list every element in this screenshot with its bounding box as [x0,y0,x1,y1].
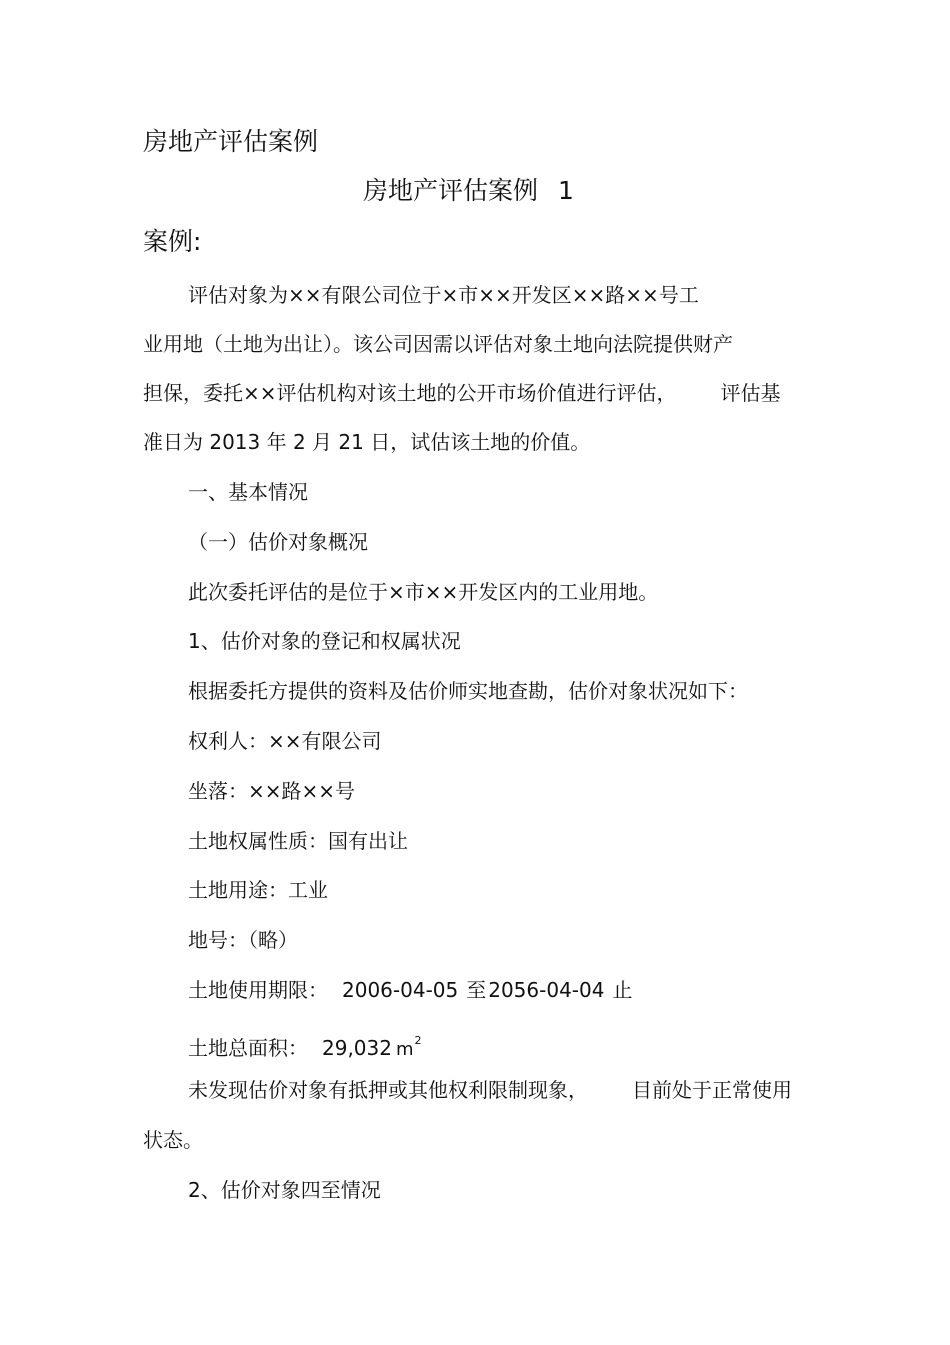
intro-line-3-part-1: 担保，委托××评估机构对该土地的公开市场价值进行评估， [143,381,677,405]
field-nature [188,828,408,854]
item-heading-registration: 1、估价对象的登记和权属状况 [188,629,461,653]
field-owner-label: 权利人： [188,729,268,753]
document-title: 房地产评估案例 [143,127,319,156]
field-nature-value: 国有出让 [328,829,408,853]
field-area [188,1028,422,1063]
intro-line-2: 业用地（土地为出让）。该公司因需以评估对象土地向法院提供财产 [143,332,733,356]
field-term-to: 至 [466,978,487,1002]
field-nature-label: 土地权属性质： [188,829,328,853]
case-title [363,175,574,207]
field-term-end: 2056-04-04 [488,978,605,1002]
field-location [188,778,355,804]
field-lot-value: （略） [248,928,298,952]
case-title-number: 1 [558,176,574,205]
field-area-unit: m [395,1039,414,1060]
intro-line-3 [143,380,781,406]
field-term-start: 2006-04-05 [342,978,459,1002]
intro-line-3-part-2: 评估基 [720,381,781,405]
item-heading-boundaries: 2、估价对象四至情况 [188,1178,381,1202]
case-label: 案例: [143,227,202,256]
case-title-text: 房地产评估案例 [363,176,539,205]
field-owner [188,728,382,754]
intro-line-1: 评估对象为××有限公司位于×市××开发区××路××号工 [188,283,699,307]
section-heading-basic: 一、基本情况 [188,480,308,504]
field-area-label: 土地总面积： [188,1036,308,1060]
subsection-heading-overview: （一）估价对象概况 [188,530,368,554]
field-use [188,877,328,903]
status-line-1-part-2: 目前处于正常使用 [632,1078,792,1102]
field-lot-label: 地号： [188,928,248,952]
field-term [188,977,632,1003]
field-owner-value: ××有限公司 [268,729,382,753]
field-term-stop: 止 [612,978,633,1002]
status-line-2: 状态。 [143,1128,203,1152]
field-area-value: 29,032 [322,1036,392,1060]
overview-text: 此次委托评估的是位于×市××开发区内的工业用地。 [188,580,659,604]
field-lot [188,927,298,953]
status-line-1-part-1: 未发现估价对象有抵押或其他权利限制现象， [188,1078,588,1102]
intro-line-4: 准日为 2013 年 2 月 21 日，试估该土地的价值。 [143,430,591,454]
field-use-value: 工业 [288,878,328,902]
field-term-label: 土地使用期限： [188,978,328,1002]
item-description: 根据委托方提供的资料及估价师实地查勘，估价对象状况如下： [188,679,748,703]
field-use-label: 土地用途： [188,878,288,902]
field-area-unit-superscript: 2 [414,1034,422,1047]
status-line-1 [188,1077,792,1103]
field-location-label: 坐落： [188,779,248,803]
field-location-value: ××路××号 [248,779,356,803]
